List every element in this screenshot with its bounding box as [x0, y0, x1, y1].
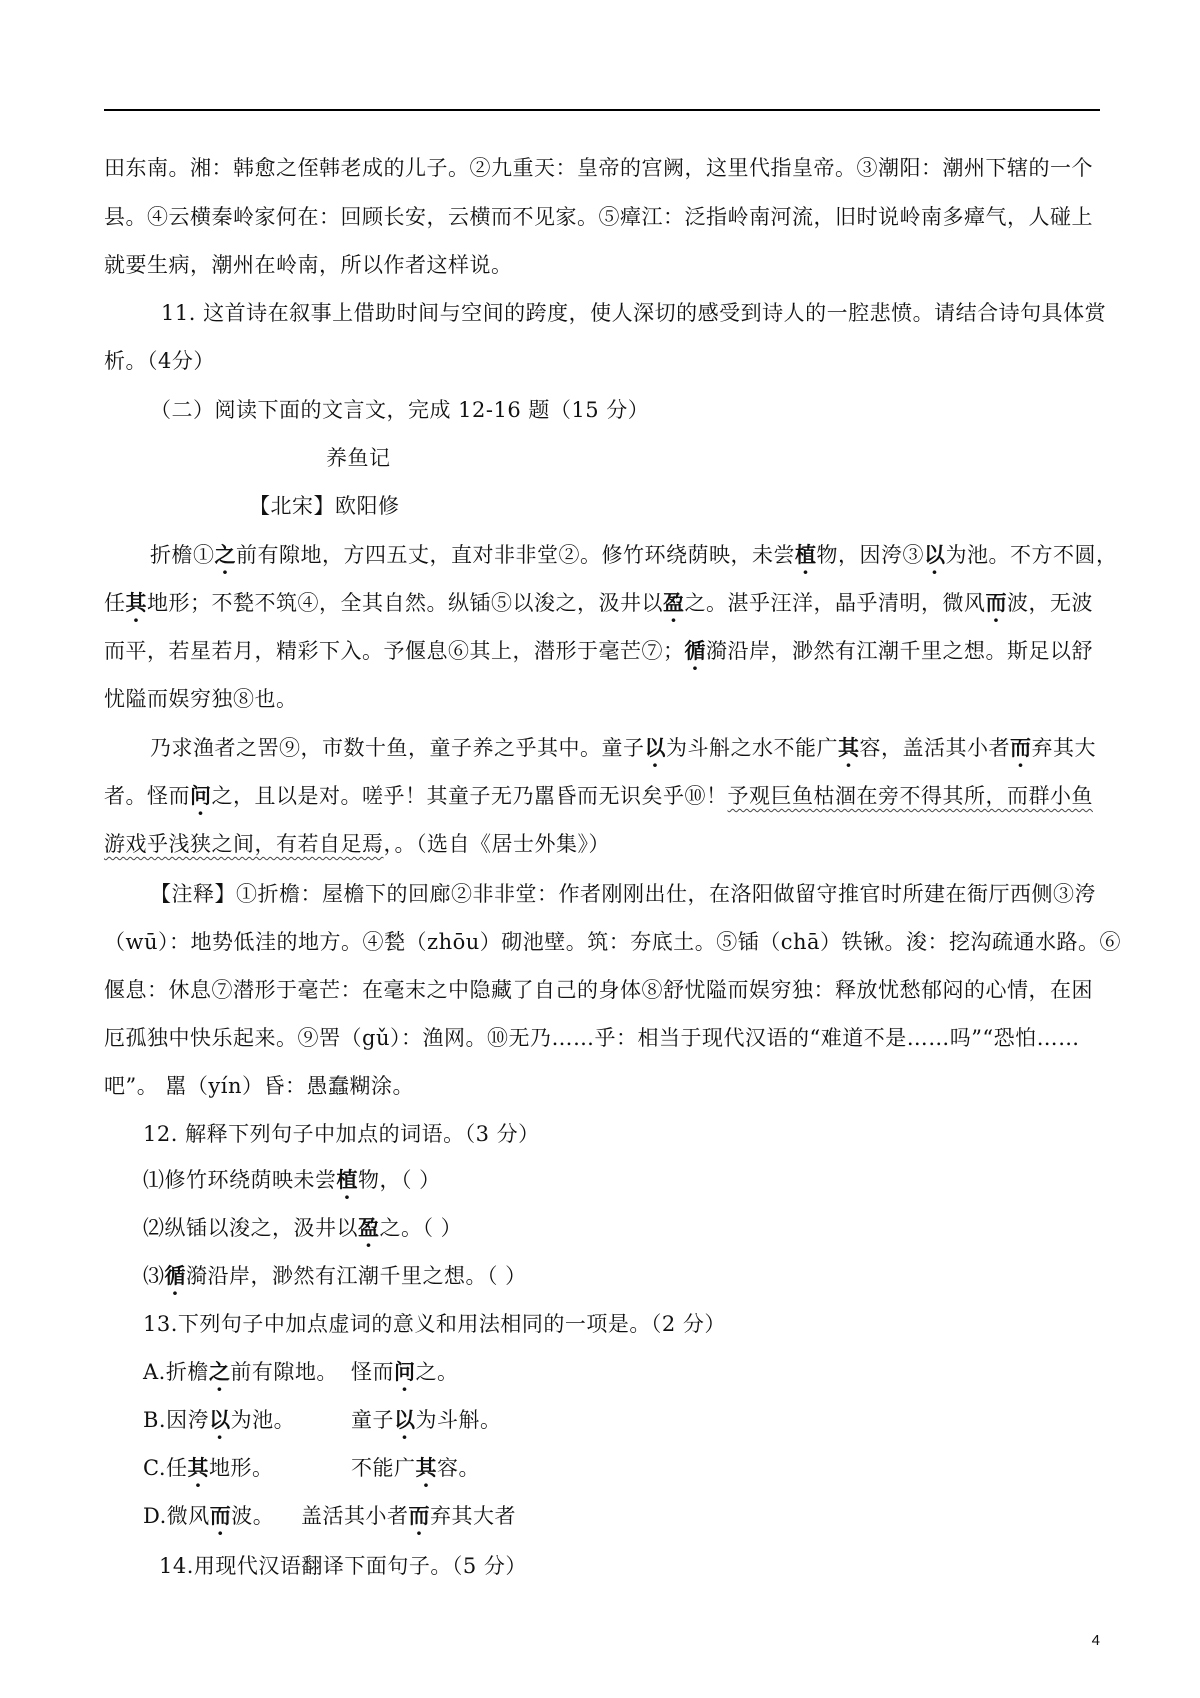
passage-p1-line-2: 任其地形；不甃不筑④，全其自然。纵锸⑤以浚之，汲井以盈之。湛乎汪洋，晶乎清明，微风而波，无波 — [104, 590, 1093, 615]
q13-option-d-left: D.微风而波。 — [143, 1503, 275, 1528]
q12-item-1: ⑴修竹环绕荫映未尝植物，（ ） — [143, 1167, 441, 1192]
passage-p1-line-3: 而平，若星若月，精彩下入。予偃息⑥其上，潜形于毫芒⑦；循漪沿岸，渺然有江潮千里之想。斯足以舒 — [104, 638, 1093, 663]
passage-p1-line-4: 忧隘而娱穷独⑧也。 — [104, 687, 298, 711]
emphasis-char: 植 — [336, 1167, 358, 1192]
page-number: 4 — [1091, 1632, 1100, 1649]
notes-line-3: 就要生病，潮州在岭南，所以作者这样说。 — [104, 253, 513, 277]
emphasis-char: 之 — [214, 542, 236, 567]
q13-option-a-left: A.折檐之前有隙地。 — [143, 1359, 338, 1384]
q13-option-b-left: B.因洿以为池。 — [143, 1407, 296, 1432]
emphasis-char: 其 — [125, 590, 147, 615]
emphasis-char: 其 — [415, 1455, 437, 1480]
emphasis-char: 问 — [394, 1359, 416, 1384]
emphasis-char: 以 — [924, 542, 946, 567]
wavy-underlined-sentence: 游戏乎浅狭之间，有若自足焉 — [104, 832, 384, 856]
q11-stem-cont: 析。（4分） — [104, 349, 215, 373]
emphasis-char: 其 — [187, 1455, 209, 1480]
passage-title: 养鱼记 — [326, 446, 391, 470]
annotation-line-2: （wū）：地势低洼的地方。④甃（zhōu）砌池壁。筑：夯底土。⑤锸（chā）铁锹。浚：挖沟疏通水路。⑥ — [104, 930, 1122, 954]
annotation-line-3: 偃息：休息⑦潜形于毫芒：在毫末之中隐藏了自己的身体⑧舒忧隘而娱穷独：释放忧愁郁闷的心情，在困 — [104, 978, 1093, 1002]
q13-option-d-right: 盖活其小者而弃其大者 — [301, 1503, 516, 1528]
q13-option-a-right: 怪而问之。 — [351, 1359, 459, 1384]
q13-stem: 13.下列句子中加点虚词的意义和用法相同的一项是。（2 分） — [143, 1312, 726, 1336]
annotation-line-4: 厄孤独中快乐起来。⑨罟（gǔ）：渔网。⑩无乃……乎：相当于现代汉语的“难道不是……吗”“恐怕…… — [104, 1026, 1080, 1050]
q11-stem: 11. 这首诗在叙事上借助时间与空间的跨度，使人深切的感受到诗人的一腔悲愤。请结合诗句具体赏 — [161, 301, 1107, 325]
annotation-line-1: 【注释】①折檐：屋檐下的回廊②非非堂：作者刚刚出仕，在洛阳做留守推官时所建在衙厅西侧③洿 — [150, 882, 1096, 906]
q13-option-b-right: 童子以为斗斛。 — [351, 1407, 502, 1432]
emphasis-char: 而 — [209, 1503, 232, 1528]
q13-option-c-left: C.任其地形。 — [143, 1455, 274, 1480]
emphasis-char: 而 — [1010, 735, 1032, 760]
passage-author: 【北宋】欧阳修 — [249, 494, 400, 518]
notes-line-2: 县。④云横秦岭家何在：回顾长安，云横而不见家。⑤瘴江：泛指岭南河流，旧时说岭南多瘴气，人碰上 — [104, 205, 1093, 229]
emphasis-char: 循 — [684, 638, 706, 663]
emphasis-char: 而 — [408, 1503, 430, 1528]
wavy-underlined-sentence: 予观巨鱼枯涸在旁不得其所，而群小鱼 — [727, 784, 1093, 808]
emphasis-char: 以 — [644, 735, 666, 760]
passage-p1-line-1: 折檐①之前有隙地，方四五丈，直对非非堂②。修竹环绕荫映，未尝植物，因洿③以为池。不方不圆， — [150, 542, 1118, 567]
passage-p2-line-2: 者。怪而问之，且以是对。嗟乎！其童子无乃嚚昏而无识矣乎⑩！予观巨鱼枯涸在旁不得其所，而群小鱼 — [104, 783, 1093, 808]
annotation-line-5: 吧”。 嚚（yín）昏：愚蠢糊涂。 — [104, 1074, 415, 1098]
q12-stem: 12. 解释下列句子中加点的词语。（3 分） — [143, 1122, 540, 1146]
emphasis-char: 以 — [394, 1407, 416, 1432]
emphasis-char: 以 — [209, 1407, 231, 1432]
emphasis-char: 问 — [190, 783, 212, 808]
emphasis-char: 循 — [164, 1263, 186, 1288]
notes-line-1: 田东南。湘：韩愈之侄韩老成的儿子。②九重天：皇帝的宫阙，这里代指皇帝。③潮阳：潮州下辖的一个 — [104, 156, 1093, 180]
q12-item-2: ⑵纵锸以浚之，汲井以盈之。（ ） — [143, 1215, 463, 1240]
header-rule — [104, 109, 1100, 111]
emphasis-char: 而 — [985, 590, 1007, 615]
passage-p2-line-3: 游戏乎浅狭之间，有若自足焉，。（选自《居士外集》） — [104, 832, 610, 856]
emphasis-char: 盈 — [663, 590, 685, 615]
q13-option-c-right: 不能广其容。 — [351, 1455, 480, 1480]
q14-stem: 14.用现代汉语翻译下面句子。（5 分） — [159, 1554, 527, 1578]
q12-item-3: ⑶循漪沿岸，渺然有江潮千里之想。（ ） — [143, 1263, 527, 1288]
section-2-heading: （二）阅读下面的文言文，完成 12-16 题（15 分） — [150, 398, 650, 422]
emphasis-char: 植 — [795, 542, 817, 567]
passage-p2-line-1: 乃求渔者之罟⑨，市数十鱼，童子养之乎其中。童子以为斗斛之水不能广其容，盖活其小者而弃其大 — [150, 735, 1096, 760]
emphasis-char: 其 — [838, 735, 860, 760]
emphasis-char: 之 — [208, 1359, 231, 1384]
emphasis-char: 盈 — [358, 1215, 380, 1240]
